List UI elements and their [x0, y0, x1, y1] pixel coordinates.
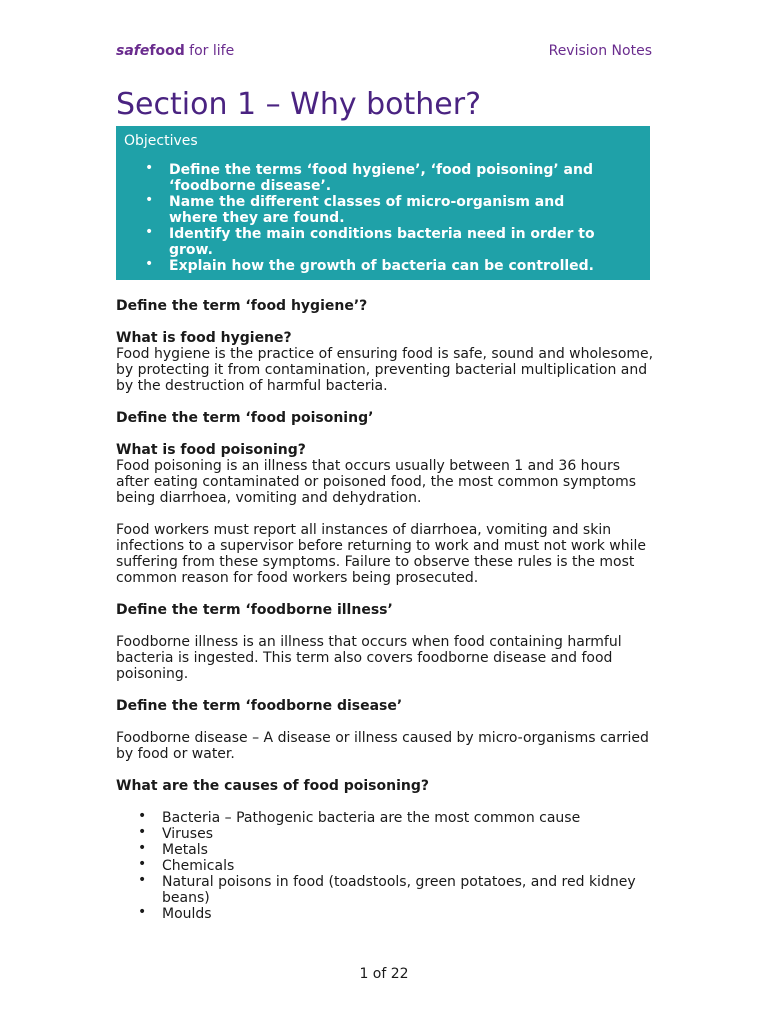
- list-item: • Viruses: [138, 824, 213, 842]
- heading-define-foodborne-disease: Define the term ‘foodborne disease’: [116, 698, 403, 714]
- objective-item: • Identify the main conditions bacteria need in order to grow.: [145, 224, 595, 258]
- objective-item: • Explain how the growth of bacteria can be controlled.: [145, 256, 595, 274]
- bullet-icon: •: [138, 808, 147, 824]
- objectives-list: [116, 162, 650, 274]
- heading-what-is-food-hygiene: What is food hygiene?: [116, 330, 292, 346]
- bullet-icon: •: [145, 224, 154, 240]
- objective-item: • Define the terms ‘food hygiene’, ‘food poisoning’ and ‘foodborne disease’.: [145, 160, 593, 194]
- list-item: • Natural poisons in food (toadstools, green potatoes, and red kidney beans): [138, 872, 636, 906]
- heading-causes-of-food-poisoning: What are the causes of food poisoning?: [116, 778, 429, 794]
- bullet-icon: •: [138, 856, 147, 872]
- brand-food: food: [149, 43, 185, 59]
- objective-item: • Name the different classes of micro-organism and where they are found.: [145, 192, 565, 226]
- paragraph-foodborne-disease: Foodborne disease – A disease or illness caused by micro-organisms carried by food or water.: [116, 730, 649, 762]
- header-brand: [116, 43, 234, 59]
- objectives-title: Objectives: [124, 133, 198, 149]
- list-item: • Moulds: [138, 904, 212, 922]
- paragraph-foodborne-illness: Foodborne illness is an illness that occurs when food containing harmful bacteria is ingested. This term also covers foodborne disease and food poisoning.: [116, 634, 622, 682]
- bullet-icon: •: [138, 840, 147, 856]
- main-content: [116, 298, 656, 922]
- brand-suffix: for life: [184, 43, 235, 59]
- bullet-icon: •: [138, 824, 147, 840]
- header-revision-notes: Revision Notes: [548, 43, 652, 59]
- heading-define-foodborne-illness: Define the term ‘foodborne illness’: [116, 602, 393, 618]
- page-number: 1 of 22: [359, 966, 409, 982]
- bullet-icon: •: [145, 160, 154, 176]
- list-item: • Chemicals: [138, 856, 235, 874]
- paragraph-food-workers: Food workers must report all instances of diarrhoea, vomiting and skin infections to a supervisor before returning to work and must not work while suffering from these symptoms. Failure to observe these rules is the most common reason for food workers being prosecuted.: [116, 522, 646, 586]
- bullet-icon: •: [138, 872, 147, 888]
- heading-what-is-food-poisoning: What is food poisoning?: [116, 442, 306, 458]
- objectives-box: [116, 126, 650, 280]
- heading-define-food-poisoning: Define the term ‘food poisoning’: [116, 410, 374, 426]
- bullet-icon: •: [138, 904, 147, 920]
- list-item: • Bacteria – Pathogenic bacteria are the most common cause: [138, 808, 581, 826]
- bullet-icon: •: [145, 192, 154, 208]
- paragraph-food-poisoning: Food poisoning is an illness that occurs usually between 1 and 36 hours after eating contaminated or poisoned food, the most common symptoms being diarrhoea, vomiting and dehydration.: [116, 458, 636, 506]
- paragraph-food-hygiene: Food hygiene is the practice of ensuring food is safe, sound and wholesome, by protecting it from contamination, preventing bacterial multiplication and by the destruction of harmful bacteria.: [116, 346, 654, 394]
- bullet-icon: •: [145, 256, 154, 272]
- list-item: • Metals: [138, 840, 208, 858]
- brand-safe: safe: [116, 43, 150, 59]
- page-title: Section 1 – Why bother?: [116, 87, 482, 122]
- heading-define-food-hygiene: Define the term ‘food hygiene’?: [116, 298, 368, 314]
- causes-list: [116, 810, 656, 922]
